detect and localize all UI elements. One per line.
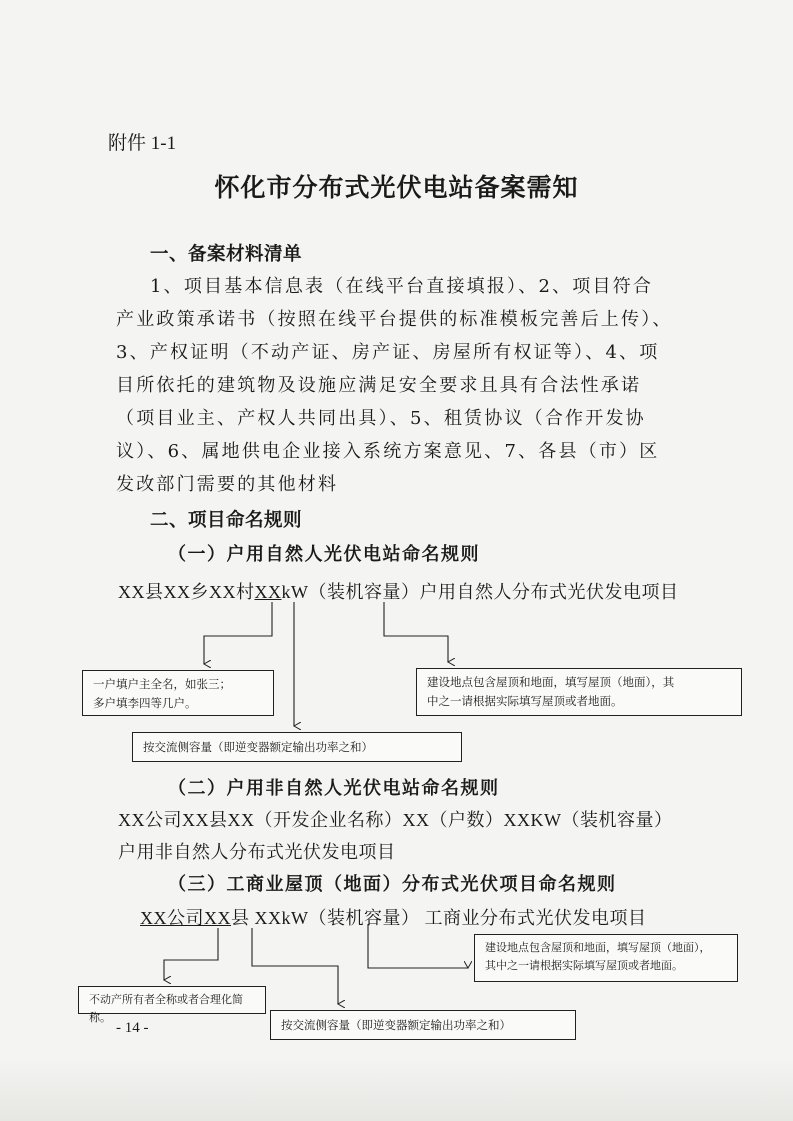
sub3-location-note-box (474, 934, 738, 982)
attachment-label: 附件 1-1 (108, 133, 177, 154)
sub2-template-line2: 户用非自然人分布式光伏发电项目 (118, 842, 396, 862)
arrow-location (384, 602, 448, 662)
sub1-template-underlined: XX (254, 582, 282, 602)
note-line: 不动产所有者全称或者合理化简称。 (89, 993, 243, 1024)
note-line: 建设地点包含屋顶和地面，填写屋顶（地面）， (485, 941, 711, 954)
note-line: 一户填户主全名，如张三； (93, 677, 231, 691)
sub1-template (118, 578, 679, 604)
sub3-template-part1: XX公司 (140, 908, 204, 928)
scan-edge (0, 1058, 793, 1121)
note-line: 多户填李四等几户。 (93, 696, 197, 710)
sub2-heading: （二）户用非自然人光伏电站命名规则 (168, 778, 500, 799)
note-line: 建设地点包含屋顶和地面，填写屋顶（地面），其 (427, 675, 675, 689)
sub3-template-part3: 县 XXkW（装机容量） 工商业分布式光伏发电项目 (231, 908, 647, 928)
sub1-owner-note-box (82, 670, 274, 716)
sub3-template-part2: XX (204, 908, 231, 928)
note-line: 按交流侧容量（即逆变器额定输出功率之和） (143, 740, 373, 754)
sub2-template-line1: XX公司XX县XX（开发企业名称）XX（户数）XXKW（装机容量） (118, 810, 673, 830)
section1-line: 产业政策承诺书（按照在线平台提供的标准模板完善后上传）、 (116, 309, 673, 330)
arrow-owner (204, 602, 272, 664)
sub1-location-note-box (416, 668, 742, 716)
note-line: 中之一请根据实际填写屋顶或者地面。 (427, 694, 623, 708)
sub1-capacity-note-box (132, 732, 462, 762)
sub3-template (140, 904, 647, 930)
section1-line: （项目业主、产权人共同出具）、5、租赁协议（合作开发协 (116, 408, 646, 429)
sub3-capacity-note-box (270, 1010, 576, 1040)
page-number: - 14 - (116, 1020, 149, 1036)
sub1-heading: （一）户用自然人光伏电站命名规则 (168, 544, 480, 565)
section1-line: 目所依托的建筑物及设施应满足安全要求且具有合法性承诺 (116, 375, 642, 396)
arrow-sub3-location (368, 924, 468, 968)
section2-heading: 二、项目命名规则 (150, 510, 303, 531)
section1-line: 议）、6、属地供电企业接入系统方案意见、7、各县（市）区 (116, 441, 660, 462)
section1-line: 1、项目基本信息表（在线平台直接填报）、2、项目符合 (150, 276, 654, 297)
arrow-sub3-name (164, 928, 218, 980)
note-line: 按交流侧容量（即逆变器额定输出功率之和） (281, 1018, 511, 1032)
note-line: 其中之一请根据实际填写屋顶或者地面。 (485, 959, 683, 972)
sub1-template-suffix: kW（装机容量）户用自然人分布式光伏发电项目 (281, 582, 679, 602)
section1-line: 3、产权证明（不动产证、房产证、房屋所有权证等）、4、项 (116, 342, 660, 363)
section1-heading: 一、备案材料清单 (150, 244, 303, 265)
section1-line: 发改部门需要的其他材料 (116, 474, 339, 495)
sub3-heading: （三）工商业屋顶（地面）分布式光伏项目命名规则 (168, 874, 617, 895)
sub3-name-note-box (78, 986, 266, 1024)
sub1-template-prefix: XX县XX乡XX村 (118, 582, 255, 602)
page-title: 怀化市分布式光伏电站备案需知 (214, 173, 579, 202)
